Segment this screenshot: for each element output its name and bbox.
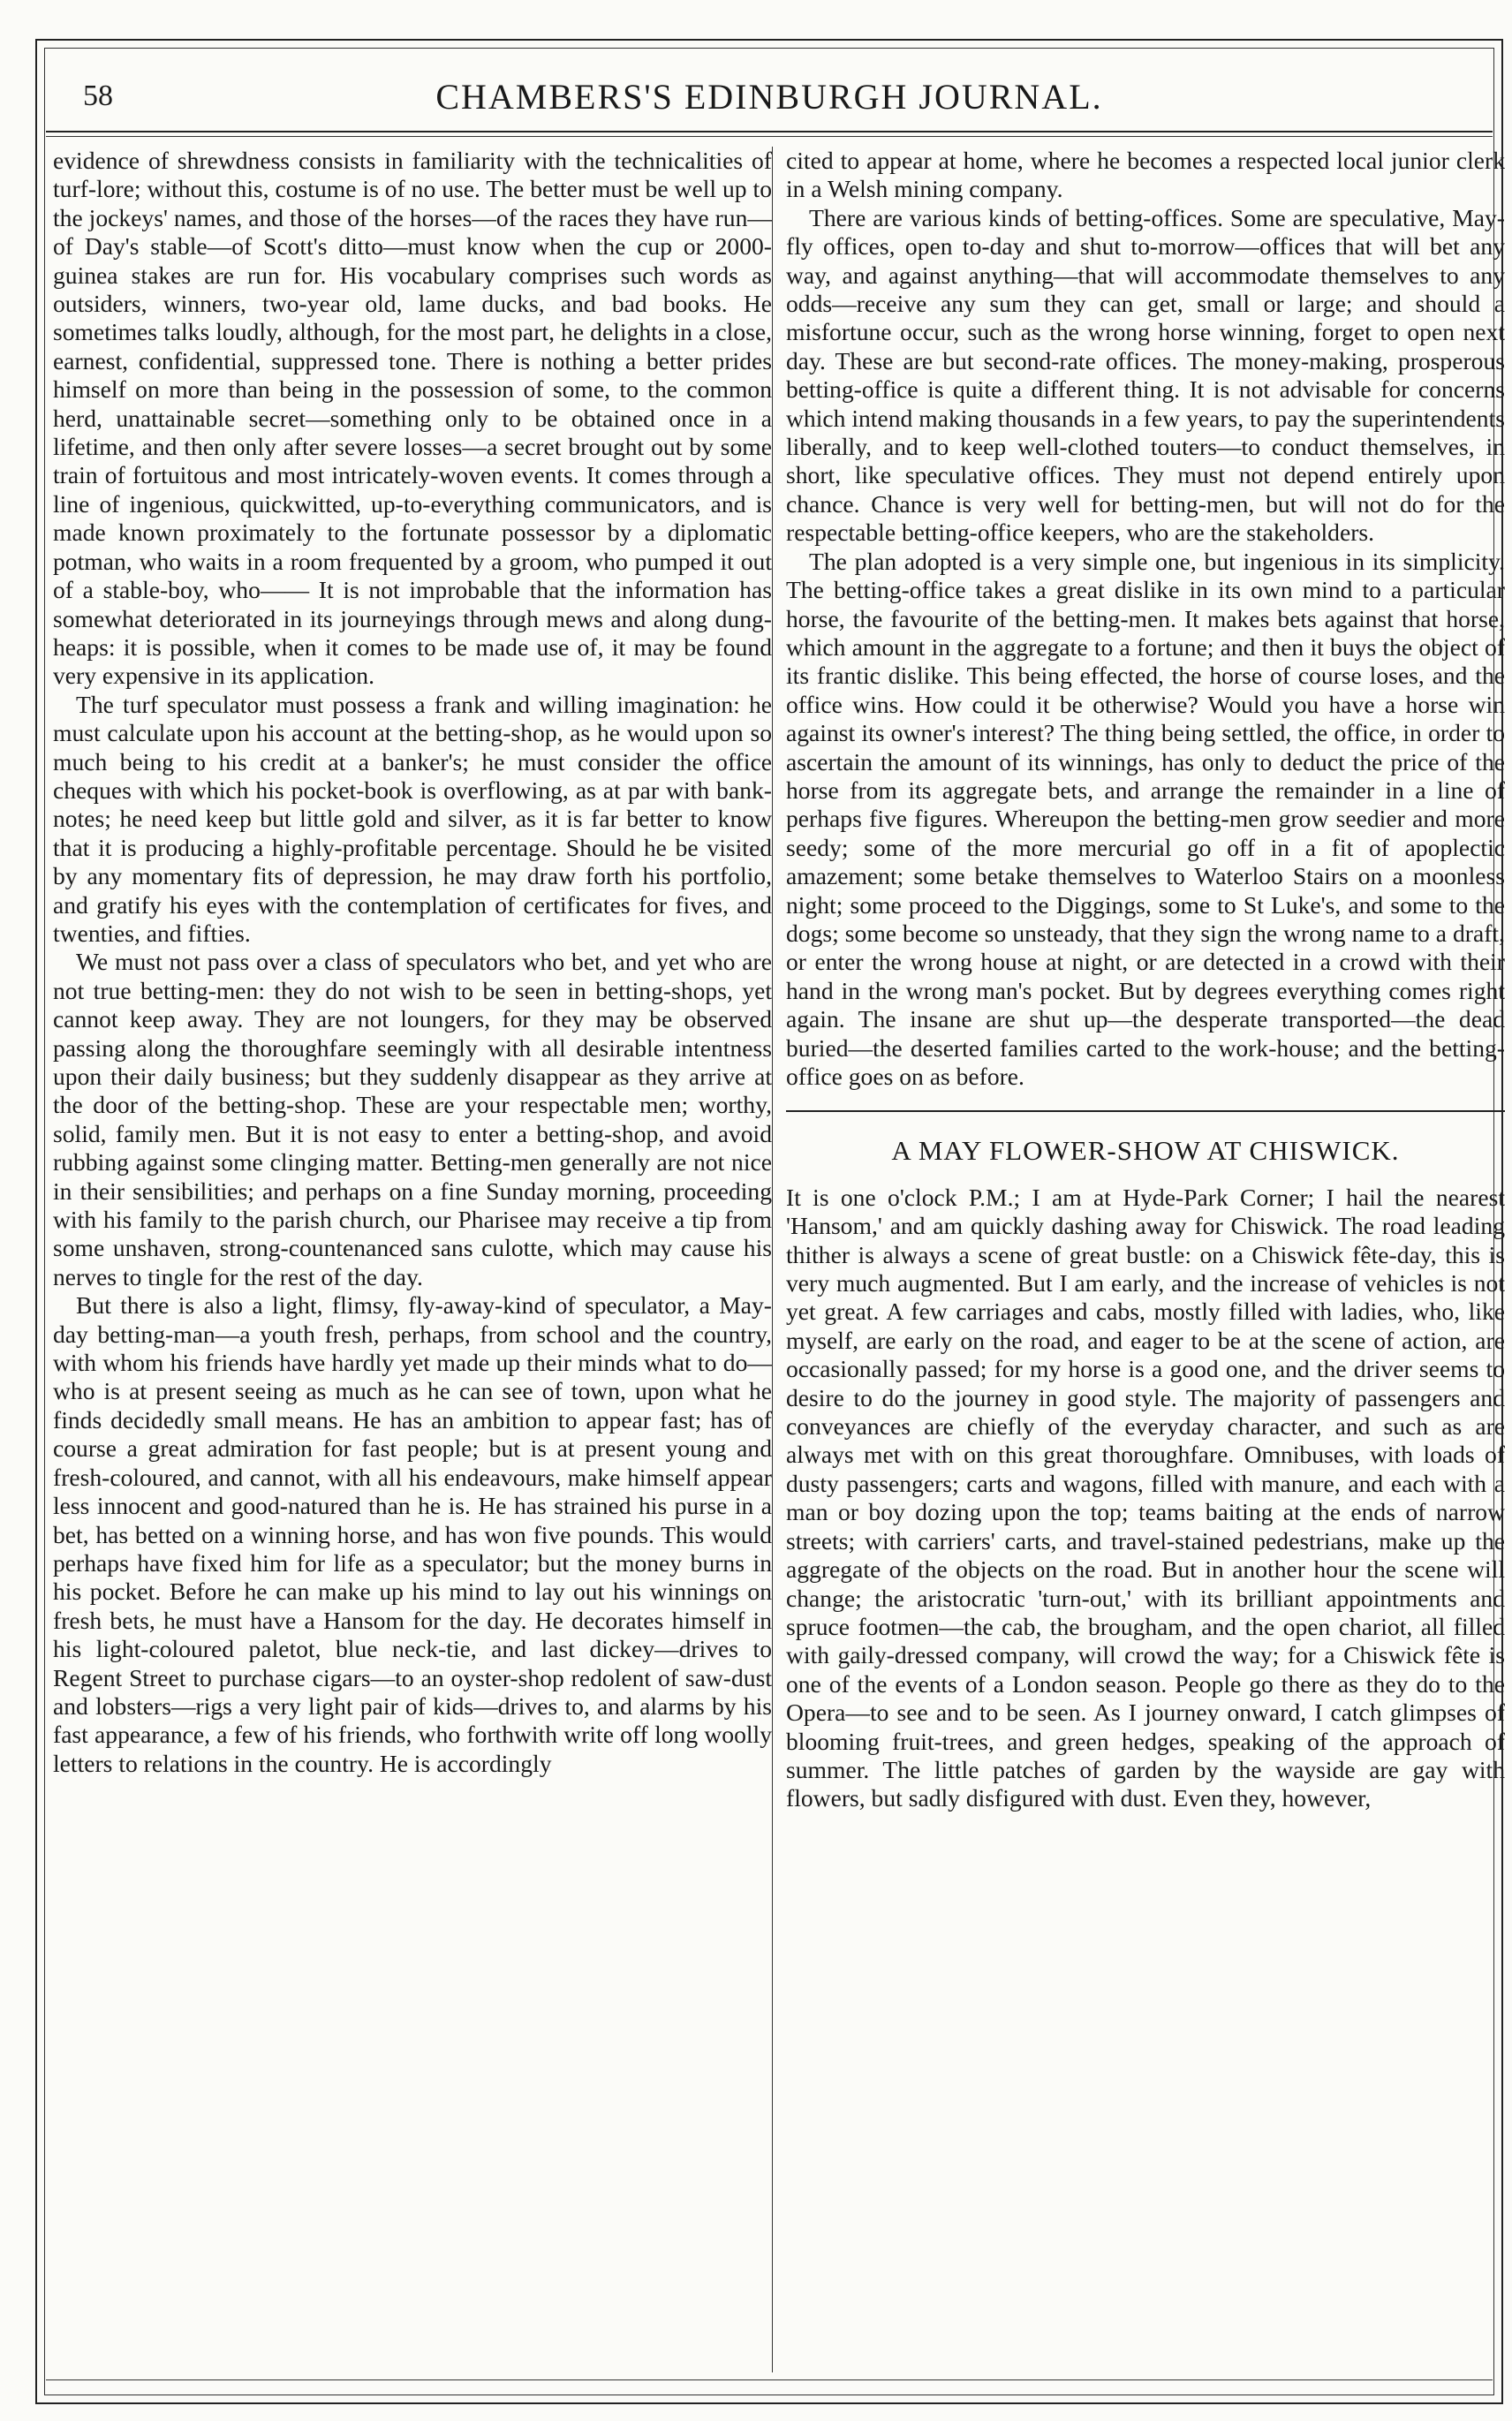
section-rule [786,1110,1505,1112]
journal-title: CHAMBERS'S EDINBURGH JOURNAL. [435,77,1103,117]
page-number: 58 [83,79,113,112]
paragraph: We must not pass over a class of speculators who bet, and yet who are not true betting-men: they do not wish to be seen in betting-shops, yet cannot keep away. They are not loungers, for they may be observed passing along the thoroughfare seemingly with all desirable intentness upon their daily business; but they suddenly disappear as they arrive at the door of the betting-shop. These are your respectable men; worthy, solid, family men. But it is not easy to enter a betting-shop, and avoid rubbing against some clinging matter. Betting-men generally are not nice in their sensibilities; and perhaps on a fine Sunday morning, proceeding with his family to the parish church, our Pharisee may receive a tip from some unshaven, strong-countenanced sans culotte, which may cause his nerves to tingle for the rest of the day. [53,948,772,1290]
section-title: A MAY FLOWER-SHOW AT CHISWICK. [891,1135,1400,1167]
left-column [53,147,772,2372]
paragraph: evidence of shrewdness consists in familiarity with the technicalities of turf-lore; without this, costume is of no use. The better must be well up to the jockeys' names, and those of the horses—of the races they have run—of Day's stable—of Scott's ditto—must know when the cup or 2000-guinea stakes are run for. His vocabulary comprises such words as outsiders, winners, two-year old, lame ducks, and bad books. He sometimes talks loudly, although, for the most part, he delights in a close, earnest, confidential, suppressed tone. There is nothing a better prides himself on more than being in the possession of some, to the common herd, unattainable secret—something only to be obtained once in a lifetime, and then only after severe losses—a secret brought out by some train of fortuitous and most intricately-woven events. It comes through a line of ingenious, quickwitted, up-to-everything communicators, and is made known proximately to the fortunate possessor by a diplomatic potman, who waits in a room frequented by a groom, who pumped it out of a stable-boy, who—— It is not improbable that the information has somewhat deteriorated in its journeyings through mews and along dung-heaps: it is possible, when it comes to be made use of, it may be found very expensive in its application. [53,147,772,690]
section-paragraph: It is one o'clock P.M.; I am at Hyde-Park Corner; I hail the nearest 'Hansom,' and am quickly dashing away for Chiswick. The road leading thither is always a scene of great bustle: on a Chiswick fête-day, this is very much augmented. But I am early, and the increase of vehicles is not yet great. A few carriages and cabs, mostly filled with ladies, who, like myself, are early on the road, and eager to be at the scene of action, are occasionally passed; for my horse is a good one, and the driver seems to desire to do the journey in good style. The majority of passengers and conveyances are chiefly of the everyday character, and such as are always met with on this great thoroughfare. Omnibuses, with loads of dusty passengers; carts and wagons, filled with manure, and each with a man or boy dozing upon the top; teams baiting at the ends of narrow streets; with carriers' carts, and travel-stained pedestrians, make up the aggregate of the objects on the road. But in another hour the scene will change; the aristocratic 'turn-out,' with its brilliant appointments and spruce footmen—the cab, the brougham, and the open chariot, all filled with gaily-dressed company, will crowd the way; for a Chiswick fête is one of the events of a London season. People go there as they do to the Opera—to see and to be seen. As I journey onward, I catch glimpses of blooming fruit-trees, and green hedges, speaking of the approach of summer. The little patches of garden by the wayside are gay with flowers, but sadly disfigured with dust. Even they, however, [786,1183,1505,1812]
right-column [786,147,1505,2372]
paragraph: There are various kinds of betting-offices. Some are speculative, May-fly offices, open to-day and shut to-morrow—offices that will bet any way, and against anything—that will accommodate themselves to any odds—receive any sum they can get, small or large; and should a misfortune occur, such as the wrong horse winning, forget to open next day. These are but second-rate offices. The money-making, prosperous betting-office is quite a different thing. It is not advisable for concerns which intend making thousands in a few years, to pay the superintendents liberally, and to keep well-clothed touters—to conduct themselves, in short, like speculative offices. They must not depend entirely upon chance. Chance is very well for betting-men, but will not do for the respectable betting-office keepers, who are the stakeholders. [786,203,1505,547]
header-rule-thin [46,136,1493,137]
page-header [46,57,1493,124]
paragraph: The plan adopted is a very simple one, but ingenious in its simplicity. The betting-office takes a great dislike in its own mind to a particular horse, the favourite of the betting-men. It makes bets against that horse, which amount in the aggregate to a fortune; and then it buys the object of its frantic dislike. This being effected, the horse of course loses, and the office wins. How could it be otherwise? Would you have a horse win against its owner's interest? The thing being settled, the office, in order to ascertain the amount of its winnings, has only to deduct the price of the horse from its aggregate bets, and arrange the remainder in a line of perhaps five figures. Whereupon the betting-men grow seedier and more seedy; some of the more mercurial go off in a fit of apoplectic amazement; some betake themselves to Waterloo Stairs on a moonless night; some proceed to the Diggings, some to St Luke's, and some to the dogs; some become so unsteady, that they sign the wrong name to a draft, or enter the wrong house at night, or are detected in a crowd with their hand in the wrong man's pocket. But by degrees everything comes right again. The insane are shut up—the desperate transported—the dead buried—the deserted families carted to the work-house; and the betting-office goes on as before. [786,547,1505,1090]
paragraph: The turf speculator must possess a frank and willing imagination: he must calculate upon his account at the betting-shop, as he would upon so much being to his credit at a banker's; he must consider the office cheques with which his pocket-book is overflowing, as at par with bank-notes; he need keep but little gold and silver, as it is far better to know that it is producing a highly-profitable percentage. Should he be visited by any momentary fits of depression, he may draw forth his portfolio, and gratify his eyes with the contemplation of certificates for fives, and twenties, and fifties. [53,690,772,947]
header-rule [46,131,1493,132]
paragraph: cited to appear at home, where he becomes a respected local junior clerk in a Welsh mining company. [786,147,1505,203]
bottom-rule [46,2379,1493,2380]
column-divider [772,147,773,2372]
paragraph: But there is also a light, flimsy, fly-away-kind of speculator, a May-day betting-man—a youth fresh, perhaps, from school and the country, with whom his friends have hardly yet made up their minds what to do—who is at present seeing as much as he can see of town, upon what he finds decidedly small means. He has an ambition to appear fast; has of course a great admiration for fast people; but is at present young and fresh-coloured, and cannot, with all his endeavours, make himself appear less innocent and good-natured than he is. He has strained his purse in a bet, has betted on a winning horse, and has won five pounds. This would perhaps have fixed him for life as a speculator; but the money burns in his pocket. Before he can make up his mind to lay out his winnings on fresh bets, he must have a Hansom for the day. He decorates himself in his light-coloured paletot, blue neck-tie, and last dickey—drives to Regent Street to purchase cigars—to an oyster-shop redolent of saw-dust and lobsters—rigs a very light pair of kids—drives to, and alarms by his fast appearance, a few of his friends, who forthwith write off long woolly letters to relations in the country. He is accordingly [53,1291,772,1777]
